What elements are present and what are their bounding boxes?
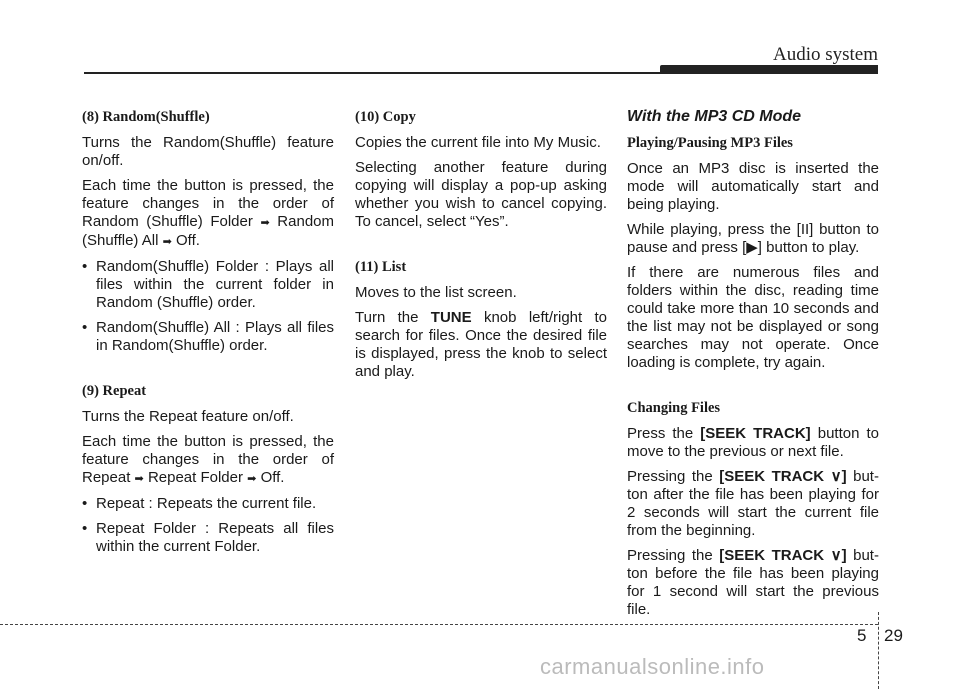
play-pause-heading: Playing/Pausing MP3 Files (627, 135, 793, 151)
pause-icon: II (800, 221, 810, 238)
changing-files-heading: Changing Files (627, 400, 721, 416)
header-rule (84, 72, 664, 74)
random-description: Turns the Random(Shuffle) feature on/off. (82, 134, 334, 169)
seek-text-part-2: button to move to the previous or next file. (627, 425, 879, 460)
copy-heading: (10) Copy (355, 109, 416, 125)
arrow-right-icon: ➡ (162, 236, 172, 248)
repeat-order-text (82, 433, 334, 488)
chevron-down-icon: ∨] (824, 547, 847, 564)
random-order-part-2: Random (Shuffle) All (82, 213, 334, 249)
play-icon: ▶ (746, 239, 758, 256)
seek-restart-text (627, 468, 879, 540)
seek-previous-text (627, 547, 879, 619)
list-item: • Repeat Folder : Repeats all files within the current Folder. (82, 520, 334, 556)
footer-rule (0, 624, 878, 625)
repeat-order-part-2: Repeat Folder (147, 469, 243, 486)
random-heading: (8) Random(Shuffle) (82, 109, 210, 125)
random-order-text (82, 177, 334, 251)
seek-restart-part-1: Pressing the (627, 468, 713, 485)
play-text-part-1: While playing, press the [ (627, 221, 801, 238)
copy-description: Copies the current file into My Music. (355, 134, 601, 151)
arrow-right-icon: ➡ (134, 473, 144, 485)
column-1 (82, 108, 334, 563)
play-text-part-2: ] button to pause and press [ (627, 221, 880, 256)
arrow-right-icon: ➡ (247, 473, 257, 485)
seek-track-label: [SEEK TRACK (719, 468, 825, 485)
watermark: carmanualsonline.info (540, 654, 765, 679)
seek-instructions (627, 425, 879, 461)
repeat-order-part-3: Off. (260, 469, 285, 486)
random-bullet-list (82, 258, 334, 355)
list-detail-part-2: knob left/right to search for files. Once the desired file is displayed, press the knob to select and play. (355, 309, 608, 380)
seek-restart-part-2: but-ton after the file has been playing for 2 seconds will start the current file from the beginning. (627, 468, 879, 539)
random-order-part-1: Each time the button is pressed, the feature changes in the order of Random (Shuffle) Folder (82, 177, 334, 230)
page-number: 29 (884, 626, 903, 645)
section-title: With the MP3 CD Mode (627, 108, 802, 125)
seek-track-label: [SEEK TRACK] (700, 425, 811, 442)
list-heading: (11) List (355, 259, 407, 275)
play-text-part-3: ] button to play. (757, 239, 860, 256)
footer-divider (878, 612, 879, 689)
chevron-down-icon: ∨] (824, 468, 847, 485)
list-detail-part-1: Turn the (355, 309, 419, 326)
tune-knob-label: TUNE (430, 309, 472, 326)
list-item: • Repeat : Repeats the current file. (82, 495, 334, 513)
copy-detail: Selecting another feature during copying will display a pop-up asking whether you wish to cancel copying. To cancel, select “Yes”. (355, 159, 607, 230)
column-3 (627, 108, 879, 626)
list-item: • Random(Shuffle) All : Plays all files in Random(Shuffle) order. (82, 319, 334, 355)
seek-previous-part-1: Pressing the (627, 547, 713, 564)
play-auto-text: Once an MP3 disc is inserted the mode will automatically start and being playing. (627, 160, 879, 213)
page-header-title: Audio system (772, 44, 878, 65)
arrow-right-icon: ➡ (260, 217, 270, 229)
chapter-number: 5 (857, 626, 867, 645)
column-2 (355, 108, 607, 388)
seek-text-part-1: Press the (627, 425, 694, 442)
repeat-bullet-list (82, 495, 334, 556)
seek-previous-part-2: but-ton before the file has been playing for 1 second will start the previous file. (627, 547, 879, 618)
list-item: • Random(Shuffle) Folder : Plays all files within the current folder in Random (Shuffle) order. (82, 258, 334, 312)
seek-track-label: [SEEK TRACK (719, 547, 825, 564)
header-rule-accent (660, 65, 878, 74)
list-detail (355, 309, 607, 381)
play-pause-instructions (627, 221, 879, 257)
random-order-part-3: Off. (176, 232, 200, 249)
repeat-heading: (9) Repeat (82, 383, 147, 399)
list-description: Moves to the list screen. (355, 284, 517, 301)
repeat-description: Turns the Repeat feature on/off. (82, 408, 294, 425)
loading-note: If there are numerous files and folders within the disc, reading time could take more than 10 seconds and the list may not be displayed or song searches may not operate. Once loading is complete, try again. (627, 264, 879, 371)
repeat-order-part-1: Each time the button is pressed, the feature changes in the order of Repeat (82, 433, 334, 486)
